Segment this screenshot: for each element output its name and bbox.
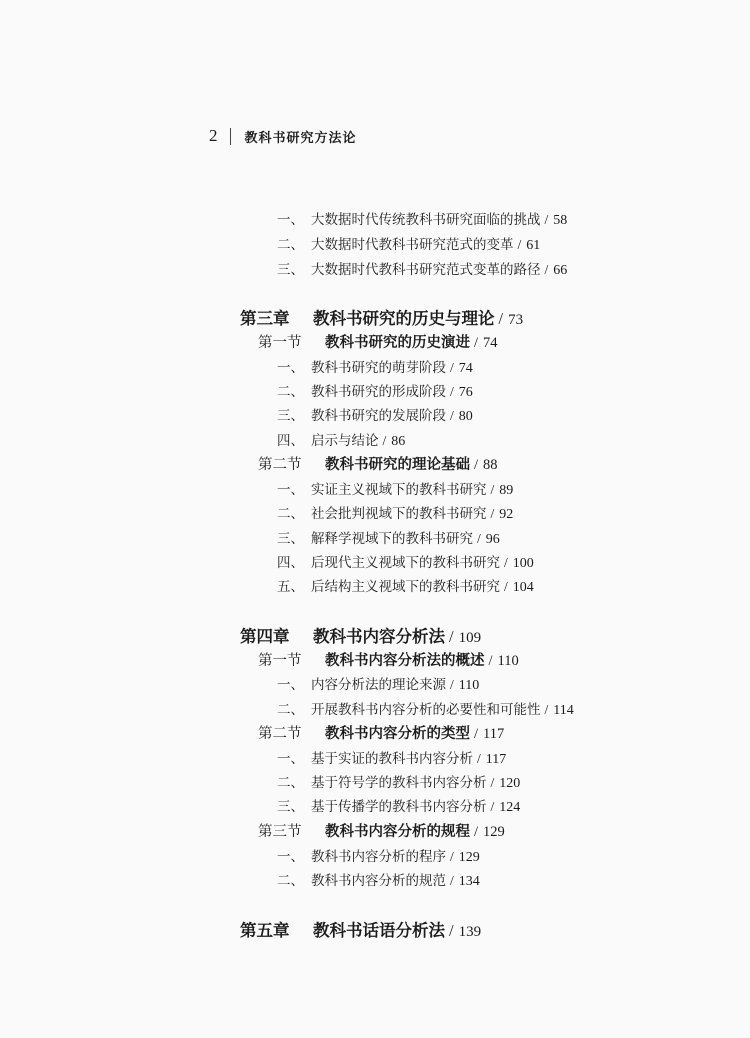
toc-item	[277, 795, 520, 816]
toc-item	[277, 845, 480, 866]
toc-page-number: 61	[526, 238, 541, 253]
page-separator: /	[382, 433, 387, 448]
toc-section-number: 第二节	[258, 457, 302, 473]
toc-item-number: 一、	[277, 751, 304, 767]
toc-page-number: 110	[497, 653, 519, 669]
toc-page-number: 129	[483, 824, 505, 840]
toc-page-number: 89	[499, 483, 514, 498]
toc-section	[258, 820, 505, 841]
toc-item-number: 二、	[277, 384, 304, 400]
page-separator: /	[517, 237, 522, 252]
toc-item-number: 三、	[277, 408, 304, 424]
page-separator: /	[474, 726, 479, 742]
page-separator: /	[490, 799, 495, 814]
page-separator: /	[450, 677, 454, 692]
toc-page-number: 86	[391, 434, 406, 449]
toc-item	[277, 551, 534, 572]
toc-item	[277, 429, 405, 450]
toc-item	[277, 771, 520, 792]
book-title: 教科书研究方法论	[244, 130, 357, 146]
toc-item-number: 一、	[277, 849, 304, 865]
toc-item-number: 二、	[277, 506, 304, 522]
toc-chapter	[240, 623, 481, 647]
page-separator: /	[504, 555, 508, 570]
toc-item-number: 二、	[277, 702, 304, 718]
toc-page-number: 76	[458, 385, 473, 400]
toc-item-number: 四、	[277, 433, 304, 449]
toc-item-title: 大数据时代教科书研究范式变革的路径	[311, 262, 541, 278]
page-separator: /	[450, 360, 454, 375]
toc-item	[277, 869, 480, 890]
toc-section	[258, 649, 519, 670]
toc-chapter-title: 教科书话语分析法	[313, 921, 445, 940]
toc-item-title: 启示与结论	[311, 433, 379, 449]
toc-item-title: 基于传播学的教科书内容分析	[311, 799, 487, 815]
toc-item-title: 内容分析法的理论来源	[311, 677, 446, 693]
toc-section-number: 第一节	[258, 653, 302, 669]
toc-section-title: 教科书内容分析法的概述	[325, 653, 485, 669]
toc-item	[277, 233, 540, 254]
toc-chapter	[240, 305, 523, 329]
toc-item-title: 教科书研究的发展阶段	[311, 408, 446, 424]
toc-item-number: 五、	[277, 579, 304, 595]
toc-page-number: 58	[553, 213, 568, 228]
toc-page-number: 117	[483, 726, 505, 742]
toc-item	[277, 356, 473, 377]
toc-chapter-number: 第四章	[240, 627, 290, 646]
page-separator: /	[544, 212, 549, 227]
toc-item-number: 三、	[277, 531, 304, 547]
header-divider	[230, 128, 231, 145]
toc-section	[258, 453, 498, 474]
toc-chapter-title: 教科书内容分析法	[313, 627, 445, 646]
toc-page-number: 117	[485, 752, 507, 767]
page-separator: /	[449, 627, 454, 646]
toc-page-number: 100	[512, 556, 534, 571]
toc-section	[258, 722, 504, 743]
toc-item-title: 教科书内容分析的程序	[311, 849, 446, 865]
toc-item-title: 教科书内容分析的规范	[311, 873, 446, 889]
toc-page-number: 66	[553, 263, 568, 278]
page-separator: /	[474, 457, 479, 473]
toc-item	[277, 698, 574, 719]
toc-chapter-number: 第五章	[240, 921, 290, 940]
page-separator: /	[544, 702, 549, 717]
page-separator: /	[498, 309, 504, 328]
toc-page-number: 109	[458, 630, 482, 646]
toc-page-number: 104	[512, 580, 534, 595]
page-separator: /	[477, 531, 481, 546]
toc-item-number: 三、	[277, 799, 304, 815]
toc-page-number: 129	[458, 850, 480, 865]
page-separator: /	[477, 751, 481, 766]
toc-item	[277, 380, 473, 401]
toc-page-number: 124	[499, 800, 521, 815]
page-separator: /	[488, 653, 493, 669]
toc-item	[277, 404, 473, 425]
toc-item-title: 大数据时代教科书研究范式的变革	[311, 237, 514, 253]
toc-section	[258, 331, 498, 352]
page-separator: /	[474, 335, 479, 351]
toc-item-number: 一、	[277, 482, 304, 498]
toc-item-title: 后结构主义视域下的教科书研究	[311, 579, 500, 595]
page-separator: /	[450, 384, 454, 399]
toc-item-number: 三、	[277, 262, 304, 278]
toc-item-title: 社会批判视域下的教科书研究	[311, 506, 487, 522]
toc-item	[277, 478, 513, 499]
toc-page-number: 110	[458, 678, 480, 693]
toc-section-title: 教科书内容分析的类型	[325, 726, 470, 742]
page-separator: /	[544, 262, 549, 277]
toc-item-number: 二、	[277, 873, 304, 889]
toc-item-number: 一、	[277, 212, 304, 228]
toc-page-number: 120	[499, 776, 521, 791]
toc-page-number: 92	[499, 507, 514, 522]
running-header	[209, 126, 357, 146]
toc-item-title: 开展教科书内容分析的必要性和可能性	[311, 702, 541, 718]
toc-item-title: 基于符号学的教科书内容分析	[311, 775, 487, 791]
toc-section-number: 第二节	[258, 726, 302, 742]
toc-item-number: 二、	[277, 237, 304, 253]
toc-chapter	[240, 917, 481, 941]
toc-page-number: 139	[458, 924, 482, 940]
page-separator: /	[450, 873, 454, 888]
toc-item-title: 实证主义视域下的教科书研究	[311, 482, 487, 498]
toc-item-title: 基于实证的教科书内容分析	[311, 751, 473, 767]
toc-item-title: 教科书研究的形成阶段	[311, 384, 446, 400]
toc-page-number: 73	[508, 312, 524, 328]
toc-item-title: 解释学视域下的教科书研究	[311, 531, 473, 547]
toc-item	[277, 502, 513, 523]
page-separator: /	[449, 921, 454, 940]
page-number: 2	[209, 126, 218, 145]
toc-section-title: 教科书研究的理论基础	[325, 457, 470, 473]
page-separator: /	[504, 579, 508, 594]
page-separator: /	[490, 482, 495, 497]
toc-item	[277, 527, 500, 548]
toc-item	[277, 258, 567, 279]
page-separator: /	[450, 849, 454, 864]
toc-section-title: 教科书内容分析的规程	[325, 824, 470, 840]
toc-item-number: 一、	[277, 360, 304, 376]
toc-page-number: 96	[485, 532, 500, 547]
toc-item-number: 二、	[277, 775, 304, 791]
toc-chapter-number: 第三章	[240, 309, 290, 328]
toc-item-number: 四、	[277, 555, 304, 571]
toc-item-title: 教科书研究的萌芽阶段	[311, 360, 446, 376]
toc-page-number: 74	[458, 361, 473, 376]
toc-page-number: 114	[553, 703, 574, 718]
toc-section-number: 第一节	[258, 335, 302, 351]
toc-section-number: 第三节	[258, 824, 302, 840]
toc-section-title: 教科书研究的历史演进	[325, 335, 470, 351]
toc-page-number: 80	[458, 409, 473, 424]
toc-page-number: 74	[483, 335, 498, 351]
toc-page-number: 88	[483, 457, 498, 473]
page-separator: /	[474, 824, 479, 840]
toc-item	[277, 575, 534, 596]
toc-chapter-title: 教科书研究的历史与理论	[313, 309, 495, 328]
toc-item-number: 一、	[277, 677, 304, 693]
page-separator: /	[490, 506, 495, 521]
toc-item	[277, 673, 479, 694]
toc-item	[277, 208, 567, 229]
toc-item	[277, 747, 506, 768]
page-separator: /	[490, 775, 495, 790]
toc-item-title: 大数据时代传统教科书研究面临的挑战	[311, 212, 541, 228]
page-separator: /	[450, 408, 454, 423]
toc-page-number: 134	[458, 874, 480, 889]
toc-item-title: 后现代主义视域下的教科书研究	[311, 555, 500, 571]
